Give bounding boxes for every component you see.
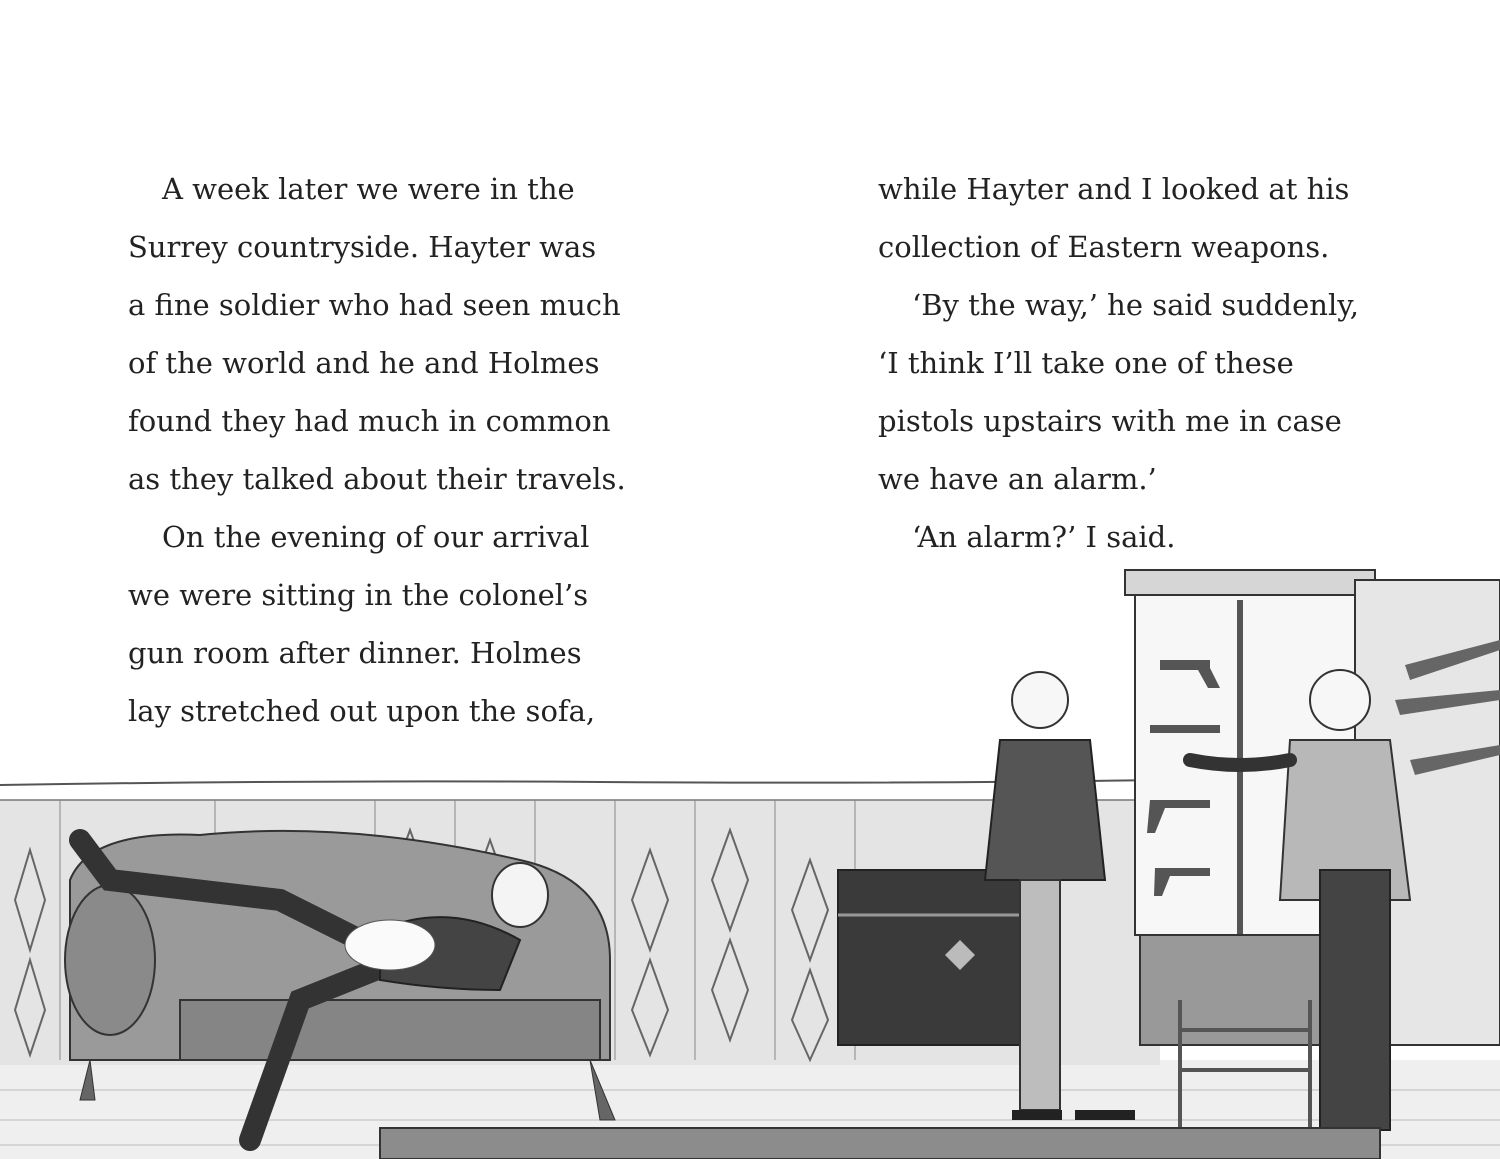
text-line: found they had much in common [128,404,611,438]
text-line: we were sitting in the colonel’s [128,578,589,612]
text-line: On the evening of our arrival [162,520,590,554]
text-line: Surrey countryside. Hayter was [128,230,597,264]
text-line: ‘An alarm?’ I said. [912,520,1176,554]
text-line: ‘By the way,’ he said suddenly, [912,288,1359,322]
text-line: pistols upstairs with me in case [878,404,1342,438]
text-line: lay stretched out upon the sofa, [128,694,596,728]
trunk [838,870,1048,1045]
text-line: we have an alarm.’ [878,462,1157,496]
text-line: ‘I think I’ll take one of these [878,346,1294,380]
text-line: of the world and he and Holmes [128,346,600,380]
text-line: A week later we were in the [162,172,575,206]
text-line: collection of Eastern weapons. [878,230,1330,264]
text-line: as they talked about their travels. [128,462,626,496]
right-text-column [878,160,1398,566]
text-line: gun room after dinner. Holmes [128,636,582,670]
picture-rail [0,780,1160,785]
text-line: a fine soldier who had seen much [128,288,621,322]
gun-room-illustration [0,560,1500,1159]
text-line: while Hayter and I looked at his [878,172,1350,206]
rug [380,1128,1380,1159]
